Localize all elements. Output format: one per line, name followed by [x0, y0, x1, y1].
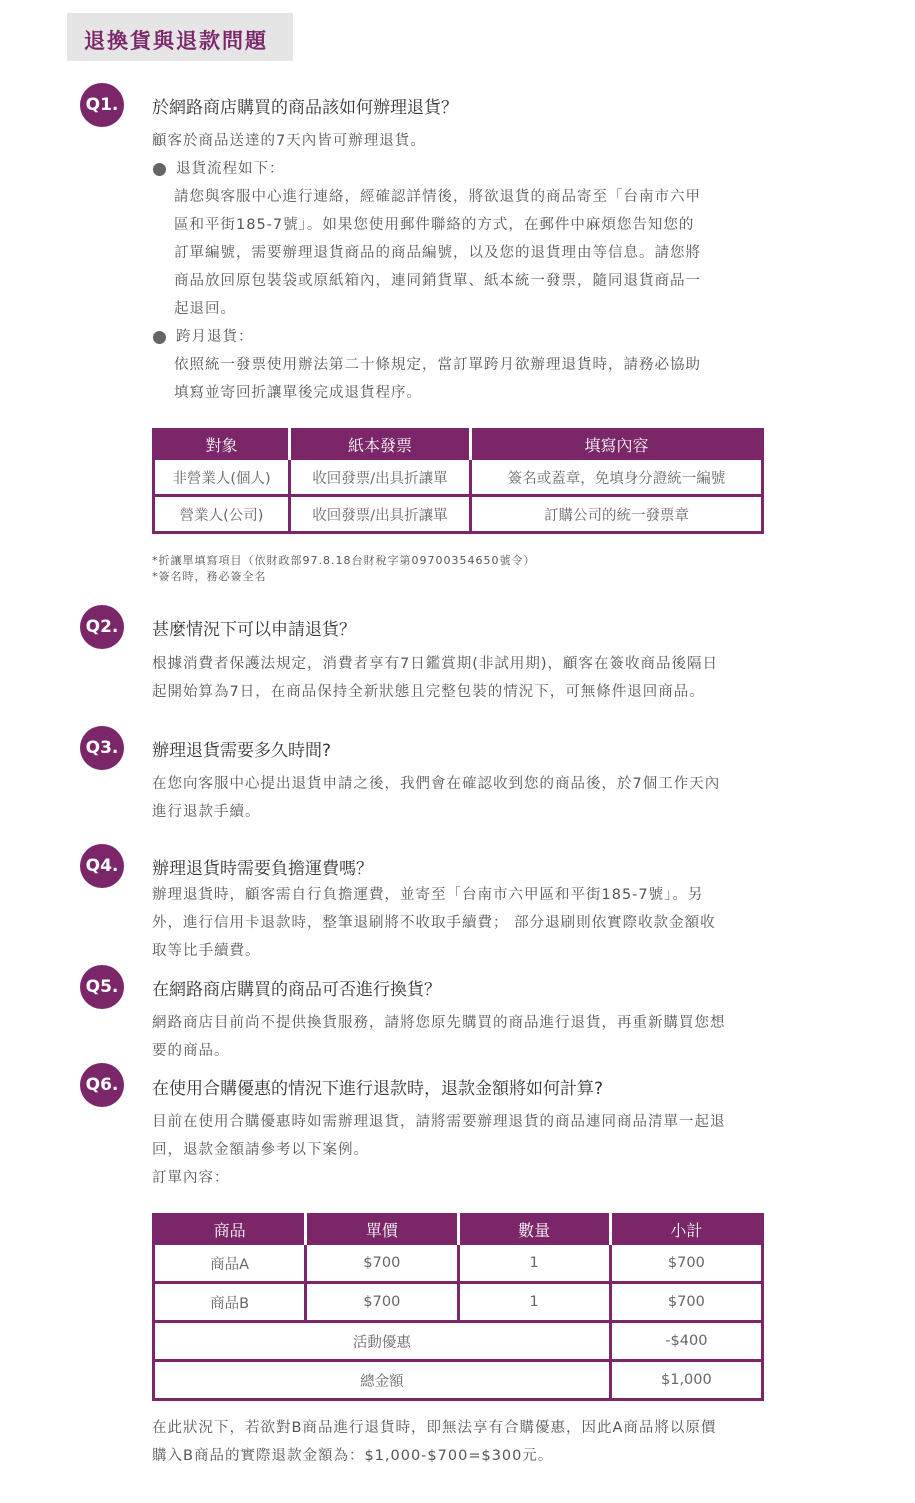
- q2-answer: [152, 650, 718, 706]
- q1-title: 於網路商店購買的商品該如何辦理退貨？: [152, 98, 458, 118]
- text-line: 目前在使用合購優惠時如需辦理退貨，請將需要辦理退貨的商品連同商品清單一起退: [152, 1114, 726, 1130]
- total-row: [154, 1361, 763, 1400]
- text-line: 取等比手續費。: [152, 943, 261, 959]
- table-header-row: [154, 430, 763, 459]
- q1-bullet-return-process: [153, 155, 285, 183]
- q3-answer: [152, 770, 720, 826]
- table-cell: $700: [610, 1244, 762, 1283]
- text-line: 購入B商品的實際退款金額為：$1,000-$700=$300元。: [152, 1448, 554, 1464]
- text-line: 起開始算為7日，在商品保持全新狀態且完整包裝的情況下，可無條件退回商品。: [152, 684, 705, 700]
- text-line: 請您與客服中心進行連絡，經確認詳情後，將欲退貨的商品寄至「台南市六甲: [174, 189, 701, 205]
- table-header: 對象: [154, 430, 290, 459]
- q1-bullet1-text: [174, 183, 701, 323]
- table-row: [154, 459, 763, 496]
- table-header-row: [154, 1215, 763, 1244]
- table-cell: $700: [306, 1283, 458, 1322]
- table-row: [154, 1244, 763, 1283]
- text-line: 網路商店目前尚不提供換貨服務，請將您原先購買的商品進行退貨，再重新購買您想: [152, 1015, 726, 1031]
- q5-badge: Q5.: [80, 965, 124, 1009]
- q5-title: 在網路商店購買的商品可否進行換貨？: [152, 980, 441, 1000]
- table-cell: 營業人(公司): [154, 496, 290, 533]
- text-line: 進行退款手續。: [152, 804, 261, 820]
- q1-bullet2-label: 跨月退貨：: [176, 329, 254, 345]
- table-header: 小計: [610, 1215, 762, 1244]
- q3-badge: Q3.: [80, 726, 124, 770]
- q1-intro: 顧客於商品送達的7天內皆可辦理退貨。: [152, 133, 426, 149]
- table-header: 單價: [306, 1215, 458, 1244]
- q6-answer: [152, 1108, 726, 1192]
- text-line: 區和平街185-7號」。如果您使用郵件聯絡的方式，在郵件中麻煩您告知您的: [174, 217, 695, 233]
- table-cell: $700: [306, 1244, 458, 1283]
- table-row: [154, 1283, 763, 1322]
- text-line: 填寫並寄回折讓單後完成退貨程序。: [174, 385, 422, 401]
- table-cell: 商品A: [154, 1244, 306, 1283]
- q1-bullet-cross-month: [153, 323, 254, 351]
- invoice-table: [152, 428, 764, 534]
- text-line: 依照統一發票使用辦法第二十條規定，當訂單跨月欲辦理退貨時，請務必協助: [174, 357, 701, 373]
- q5-answer: [152, 1009, 726, 1065]
- text-line: 訂單內容：: [152, 1170, 230, 1186]
- discount-row: [154, 1322, 763, 1361]
- text-line: 在您向客服中心提出退貨申請之後，我們會在確認收到您的商品後，於7個工作天內: [152, 776, 721, 792]
- q6-footer: [152, 1414, 716, 1470]
- text-line: 外，進行信用卡退款時，整筆退刷將不收取手續費； 部分退刷則依實際收款金額收: [152, 915, 716, 931]
- table-header: 數量: [458, 1215, 610, 1244]
- q1-note-signature: *簽名時，務必簽全名: [152, 570, 267, 583]
- total-value: $1,000: [610, 1361, 762, 1400]
- text-line: 辦理退貨時，顧客需自行負擔運費，並寄至「台南市六甲區和平街185-7號」。另: [152, 887, 704, 903]
- table-cell: 簽名或蓋章，免填身分證統一編號: [471, 459, 763, 496]
- table-cell: 收回發票/出具折讓單: [290, 459, 471, 496]
- table-cell: 1: [458, 1244, 610, 1283]
- table-cell: 訂購公司的統一發票章: [471, 496, 763, 533]
- q6-badge: Q6.: [80, 1063, 124, 1107]
- q4-title: 辦理退貨時需要負擔運費嗎？: [152, 859, 373, 879]
- discount-value: -$400: [610, 1322, 762, 1361]
- text-line: 訂單編號，需要辦理退貨商品的商品編號，以及您的退貨理由等信息。請您將: [174, 245, 701, 261]
- q1-bullet2-text: [174, 351, 701, 407]
- q4-answer: [152, 881, 716, 965]
- text-line: 根據消費者保護法規定，消費者享有7日鑑賞期(非試用期)，顧客在簽收商品後隔日: [152, 656, 719, 672]
- total-label: 總金額: [154, 1361, 611, 1400]
- text-line: 在此狀況下，若欲對B商品進行退貨時，即無法享有合購優惠，因此A商品將以原價: [152, 1420, 717, 1436]
- table-cell: $700: [610, 1283, 762, 1322]
- discount-label: 活動優惠: [154, 1322, 611, 1361]
- section-title: 退換貨與退款問題: [84, 29, 268, 53]
- bullet-dot-icon: [153, 331, 166, 344]
- q1-note-allowance: *折讓單填寫項目（依財政部97.8.18台財稅字第09700354650號令）: [152, 554, 536, 567]
- text-line: 回，退款金額請參考以下案例。: [152, 1142, 369, 1158]
- table-header: 商品: [154, 1215, 306, 1244]
- table-cell: 商品B: [154, 1283, 306, 1322]
- table-row: [154, 496, 763, 533]
- q4-badge: Q4.: [80, 844, 124, 888]
- text-line: 商品放回原包裝袋或原紙箱內，連同銷貨單、紙本統一發票，隨同退貨商品一: [174, 273, 701, 289]
- bullet-dot-icon: [153, 163, 166, 176]
- text-line: 起退回。: [174, 301, 236, 317]
- q2-title: 甚麼情況下可以申請退貨？: [152, 620, 356, 640]
- q3-title: 辦理退貨需要多久時間?: [152, 741, 332, 761]
- table-cell: 收回發票/出具折讓單: [290, 496, 471, 533]
- table-cell: 1: [458, 1283, 610, 1322]
- q1-bullet1-label: 退貨流程如下：: [176, 161, 285, 177]
- text-line: 要的商品。: [152, 1043, 230, 1059]
- table-header: 紙本發票: [290, 430, 471, 459]
- table-cell: 非營業人(個人): [154, 459, 290, 496]
- q2-badge: Q2.: [80, 605, 124, 649]
- table-header: 填寫內容: [471, 430, 763, 459]
- q6-title: 在使用合購優惠的情況下進行退款時，退款金額將如何計算?: [152, 1079, 604, 1099]
- q1-badge: Q1.: [80, 83, 124, 127]
- refund-example-table: [152, 1213, 764, 1401]
